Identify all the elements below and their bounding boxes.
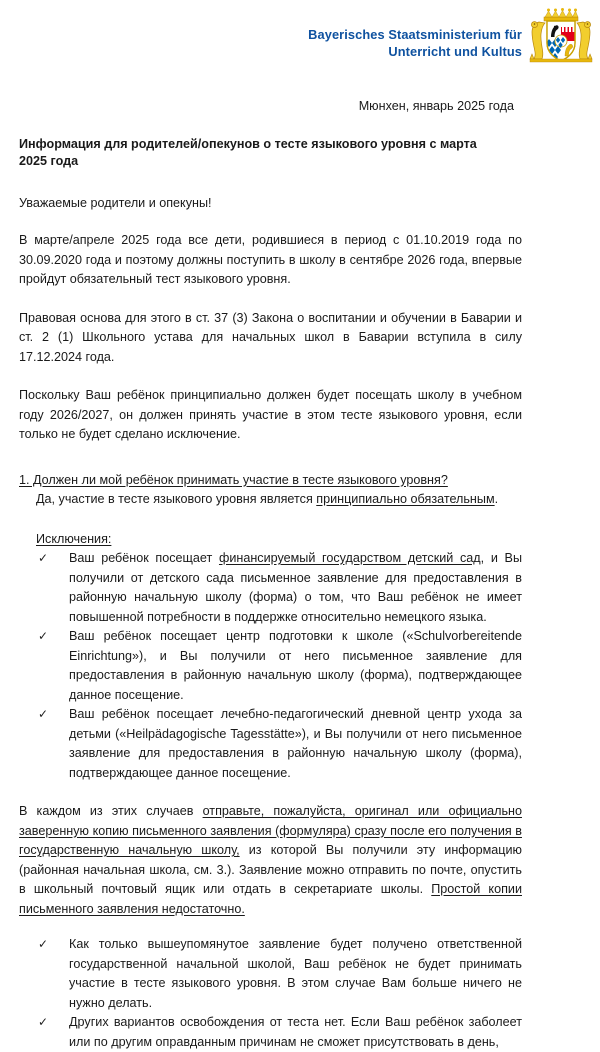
date-text: Мюнхен, январь 2025 года	[358, 99, 514, 113]
document-content	[19, 98, 522, 1052]
date-line	[19, 98, 522, 114]
exception-text-after: , и Вы получили от детского сада письменное заявление для предоставления в районную начальную школу (форма) о том, что Ваш ребёнок не имеет повышенной потребности в поддержке относительно немецкого языка.	[69, 551, 523, 624]
list-item	[19, 549, 522, 627]
list-item	[19, 627, 522, 705]
ministry-name	[308, 26, 522, 60]
checkmark-icon: ✓	[38, 551, 49, 565]
page-title: Информация для родителей/опекунов о тесте языкового уровня с марта 2025 года	[19, 137, 477, 168]
answer-prefix: Да, участие в тесте языкового уровня является	[36, 492, 317, 506]
answer-suffix: .	[494, 492, 499, 506]
list-item	[19, 935, 522, 1013]
note-text: Как только вышеупомянутое заявление будет получено ответственной государственной начальной школой, Ваш ребёнок не будет принимать участие в тесте языкового уровня. В этом случае Вам больше ничего не нужно делать.	[69, 937, 522, 1010]
checkmark-icon: ✓	[38, 1015, 49, 1029]
checkmark-icon: ✓	[38, 629, 49, 643]
note-text: Других вариантов освобождения от теста нет. Если Ваш ребёнок заболеет или по другим оправданным причинам не сможет присутствовать в день,	[69, 1015, 522, 1049]
exceptions-list	[19, 549, 522, 783]
paragraph-1: В марте/апреле 2025 года все дети, родившиеся в период с 01.10.2019 года по 30.09.2020 года и поэтому должны поступить в школу в сентябре 2026 года, впервые пройдут обязательный тест языкового уровня.	[19, 233, 522, 286]
exception-text-before: Ваш ребёнок посещает	[69, 551, 219, 565]
ministry-name-line-1: Bayerisches Staatsministerium für	[308, 27, 522, 42]
submission-part-3: из которой Вы получили эту информацию (районная начальная школа, см. 3.). Заявление можно отправить по почте, опустить в школьный почтовый ящик или отдать в секретариате школы.	[19, 843, 522, 896]
ministry-name-line-2: Unterricht und Kultus	[388, 44, 522, 59]
exception-text-emphasis: финансируемый государством детский сад	[218, 551, 481, 565]
exception-text: Ваш ребёнок посещает центр подготовки к школе («Schulvorbereitende Einrichtung»), и Вы получили от него письменное заявление для предоставления в районную начальную школу (форма), подтверждающее данное посещение.	[69, 629, 522, 702]
answer-emphasis: принципиально обязательным	[316, 492, 495, 506]
exception-text: Ваш ребёнок посещает лечебно-педагогический дневной центр ухода за детьми («Heilpädagogische Tagesstätte»), и Вы получили от него письменное заявление для предоставления в районную начальную школу (форма), подтверждающее данное посещение.	[69, 707, 522, 780]
document-page	[0, 86, 600, 1052]
submission-part-4-emphasis: Простой копии письменного заявления недостаточно.	[19, 882, 522, 916]
document-header	[0, 0, 600, 86]
list-item	[19, 705, 522, 783]
submission-paragraph	[19, 802, 522, 919]
submission-part-2-emphasis: отправьте, пожалуйста, оригинал или официально заверенную копию письменного заявления (формуляра) сразу после его получения в государственную начальную школу,	[19, 804, 522, 857]
exceptions-label: Исключения:	[36, 531, 112, 546]
submission-part-1: В каждом из этих случаев	[19, 804, 203, 818]
notes-list	[19, 935, 522, 1052]
salutation: Уважаемые родители и опекуны!	[19, 196, 212, 210]
checkmark-icon: ✓	[38, 937, 49, 951]
question-1-answer	[36, 490, 522, 510]
checkmark-icon: ✓	[38, 707, 49, 721]
exception-text	[69, 551, 522, 624]
question-1-heading: 1. Должен ли мой ребёнок принимать участие в тесте языкового уровня?	[19, 472, 448, 487]
bavarian-coat-of-arms-icon	[527, 6, 595, 68]
list-item	[19, 1013, 522, 1052]
paragraph-3: Поскольку Ваш ребёнок принципиально должен будет посещать школу в учебном году 2026/2027, он должен принять участие в этом тесте языкового уровня, если только не будет сделано исключение.	[19, 388, 522, 441]
paragraph-2: Правовая основа для этого в ст. 37 (3) Закона о воспитании и обучении в Баварии и ст. 2 (1) Школьного устава для начальных школ в Баварии вступила в силу 17.12.2024 года.	[19, 310, 522, 364]
